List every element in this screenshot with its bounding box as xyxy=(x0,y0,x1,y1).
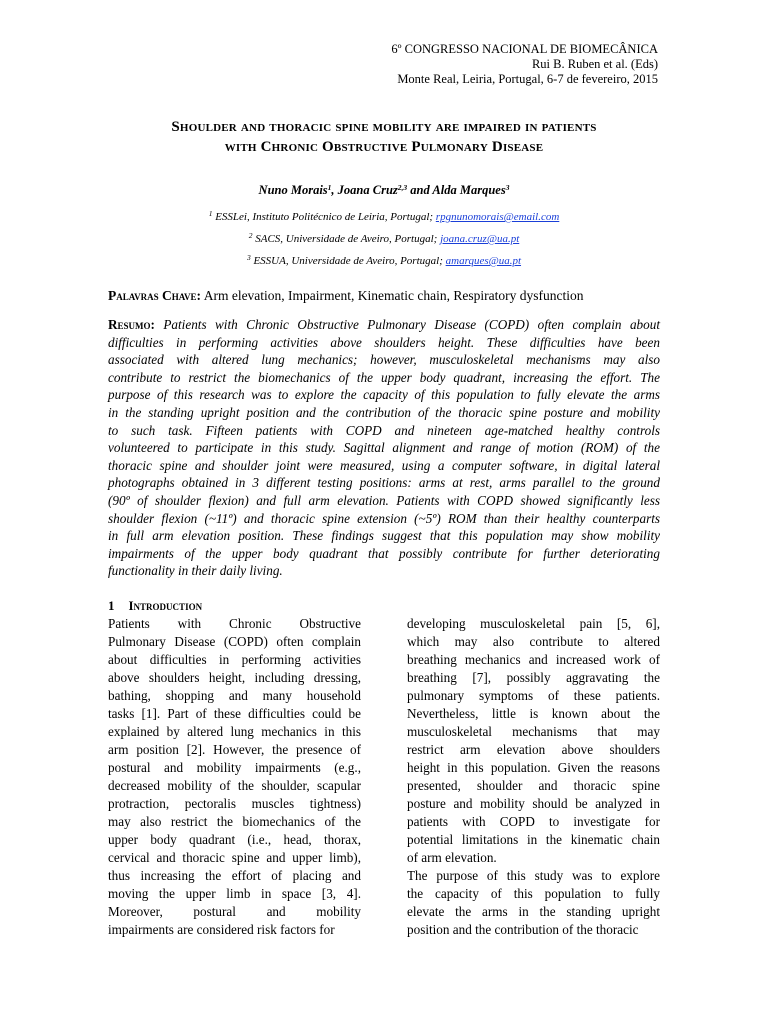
conference-editors: Rui B. Ruben et al. (Eds) xyxy=(531,57,658,71)
body-text-line: presented, shoulder and thoracic spine xyxy=(407,778,660,793)
body-text-line: bathing, shopping and many household xyxy=(108,688,361,703)
conference-name: 6º CONGRESSO NACIONAL DE BIOMECÂNICA xyxy=(391,42,658,56)
abstract-line xyxy=(108,562,660,580)
abstract-line xyxy=(108,457,660,475)
abstract-line xyxy=(108,474,660,492)
abstract-text: thoracic spine and shoulder joint were measured, using a computer software, in digital lateral xyxy=(108,457,660,473)
affiliation-item xyxy=(0,206,768,228)
body-text-line: moving the upper limb in space [3, 4]. xyxy=(108,886,361,901)
paper-title-line-1: Shoulder and thoracic spine mobility are impaired in patients xyxy=(171,119,597,135)
abstract-text: difficulties in performing activities above shoulders height. These difficulties have been xyxy=(108,334,660,350)
abstract-text: volunteered to participate in this study. Sagittal alignment and range of motion (ROM) of the xyxy=(108,440,660,456)
abstract-line xyxy=(108,492,660,510)
abstract-line xyxy=(108,316,660,334)
author-separator: , xyxy=(331,183,338,197)
abstract-text: purpose of this research was to explore the capacity of this population to fully elevate the arms xyxy=(108,387,660,403)
abstract-line xyxy=(108,386,660,404)
paper-title-line-2: with Chronic Obstructive Pulmonary Disease xyxy=(224,139,544,155)
body-text-line: breathing [7], possibly aggravating the xyxy=(407,670,660,685)
abstract-text: impairments of the upper body quadrant that possibly contribute for further deteriorating xyxy=(108,545,660,561)
section-number: 1 xyxy=(108,598,115,613)
body-text-line: musculoskeletal mechanisms that may xyxy=(407,724,660,739)
keywords-text: Arm elevation, Impairment, Kinematic chain, Respiratory dysfunction xyxy=(203,288,584,303)
body-text-line: restrict arm elevation above shoulders xyxy=(407,742,660,757)
affiliation-mark: 1 xyxy=(208,209,213,218)
body-text-line: The purpose of this study was to explore xyxy=(407,868,660,883)
author-affil-mark: 3 xyxy=(505,183,510,192)
abstract xyxy=(108,316,660,580)
body-text-line: postural and mobility impairments (e.g., xyxy=(108,760,361,775)
abstract-line xyxy=(108,439,660,457)
body-text-line: breathing mechanics and increased work of xyxy=(407,652,660,667)
body-text-line: Patients with Chronic Obstructive xyxy=(108,616,361,631)
body-text-line: above shoulders height, including dressing, xyxy=(108,670,361,685)
affiliation-text: SACS, Universidade de Aveiro, Portugal; xyxy=(255,233,441,245)
abstract-line xyxy=(108,527,660,545)
body-text-line: potential limitations in the kinematic chain xyxy=(407,832,660,847)
body-text-line: posture and mobility should be analyzed in xyxy=(407,796,660,811)
body-text-line: decreased mobility of the shoulder, scapular xyxy=(108,778,361,793)
author-name: Nuno Morais xyxy=(258,183,328,197)
author-name: Joana Cruz xyxy=(337,183,398,197)
paper-title xyxy=(60,117,708,157)
abstract-text: functionality in their daily living. xyxy=(108,563,283,579)
abstract-line xyxy=(108,334,660,352)
body-text-line: Pulmonary Disease (COPD) often complain xyxy=(108,634,361,649)
body-text-line: arm position [2]. However, the presence of xyxy=(108,742,361,757)
abstract-line xyxy=(108,422,660,440)
keywords xyxy=(108,287,660,305)
body-text-line: which may also contribute to altered xyxy=(407,634,660,649)
body-text-line: about difficulties in performing activities xyxy=(108,652,361,667)
affiliation-mark: 2 xyxy=(248,231,253,240)
abstract-line xyxy=(108,351,660,369)
affiliation-text: ESSLei, Instituto Politécnico de Leiria, Portugal; xyxy=(215,211,436,223)
body-text-line: may also restrict the biomechanics of the xyxy=(108,814,361,829)
body-column-right xyxy=(407,615,660,939)
affiliation-item xyxy=(0,228,768,250)
abstract-line xyxy=(108,369,660,387)
affiliation-mark: 3 xyxy=(246,253,251,262)
body-text-line: position and the contribution of the thoracic xyxy=(407,922,639,937)
body-text-line: cervical and thoracic spine and upper limb), xyxy=(108,850,361,865)
body-text-line: protraction, pectoralis muscles tightness) xyxy=(108,796,361,811)
abstract-label: Resumo: xyxy=(108,317,155,332)
conference-location-date: Monte Real, Leiria, Portugal, 6-7 de fevereiro, 2015 xyxy=(397,72,658,86)
body-text-line: of arm elevation. xyxy=(407,850,497,865)
body-text-line: developing musculoskeletal pain [5, 6], xyxy=(407,616,660,631)
body-text-line: elevate the arms in the standing upright xyxy=(407,904,660,919)
body-text-line: impairments are considered risk factors for xyxy=(108,922,335,937)
author-affil-mark: 2,3 xyxy=(397,183,408,192)
body-column-left xyxy=(108,615,361,939)
body-text-line: tasks [1]. Part of these difficulties could be xyxy=(108,706,361,721)
email-link[interactable]: amarques@ua.pt xyxy=(445,255,522,267)
body-text-line: the capacity of this population to fully xyxy=(407,886,660,901)
abstract-line xyxy=(108,545,660,563)
body-text-line: thus increasing the effort of placing and xyxy=(108,868,361,883)
abstract-text: shoulder flexion (~11º) and thoracic spine extension (~5º) ROM than their healthy counterparts xyxy=(108,510,660,526)
keywords-label: Palavras Chave: xyxy=(108,288,202,303)
body-text-line: Nevertheless, little is known about the xyxy=(407,706,660,721)
abstract-text: Patients with Chronic Obstructive Pulmonary Disease (COPD) often complain about xyxy=(163,317,660,332)
body-text-line: patients with COPD to investigate for xyxy=(407,814,660,829)
email-link[interactable]: rpgnunomorais@email.com xyxy=(435,211,560,223)
email-link[interactable]: joana.cruz@ua.pt xyxy=(440,233,520,245)
body-text-line: explained by altered lung mechanics in this xyxy=(108,724,361,739)
affiliation-text: ESSUA, Universidade de Aveiro, Portugal; xyxy=(253,255,446,267)
affiliation-item xyxy=(0,250,768,272)
body-text-line: Moreover, postural and mobility xyxy=(108,904,361,919)
body-text-line: upper body quadrant (i.e., head, thorax, xyxy=(108,832,361,847)
abstract-text: in full arm elevation position. These findings suggest that this population may show mobility xyxy=(108,528,660,544)
abstract-text: in the standing upright position and the contribution of the thoracic spine posture and mobility xyxy=(108,404,660,420)
author-separator: and xyxy=(407,183,433,197)
abstract-line xyxy=(108,404,660,422)
author-affil-mark: 1 xyxy=(327,183,332,192)
abstract-text: photographs obtained in 3 different testing positions: arms at rest, arms parallel to the ground xyxy=(108,475,660,491)
abstract-text: to such task. Fifteen patients with COPD and nineteen age-matched healthy controls xyxy=(108,422,660,438)
author-list xyxy=(0,183,768,198)
conference-header xyxy=(391,42,658,87)
author-name: Alda Marques xyxy=(432,183,506,197)
abstract-line xyxy=(108,510,660,528)
section-title: Introduction xyxy=(128,598,203,613)
abstract-text: (90º of shoulder flexion) and full arm elevation. Patients with COPD showed significantly less xyxy=(108,492,660,508)
body-text-line: pulmonary symptoms of these patients. xyxy=(407,688,660,703)
abstract-text: contribute to restrict the biomechanics of the upper body quadrant, increasing the effort. The xyxy=(108,369,660,385)
abstract-text: associated with altered lung mechanics; however, musculoskeletal mechanisms may also xyxy=(108,352,660,368)
body-text-line: height in this population. Given the reasons xyxy=(407,760,660,775)
section-heading xyxy=(108,598,202,614)
affiliation-list xyxy=(0,206,768,272)
